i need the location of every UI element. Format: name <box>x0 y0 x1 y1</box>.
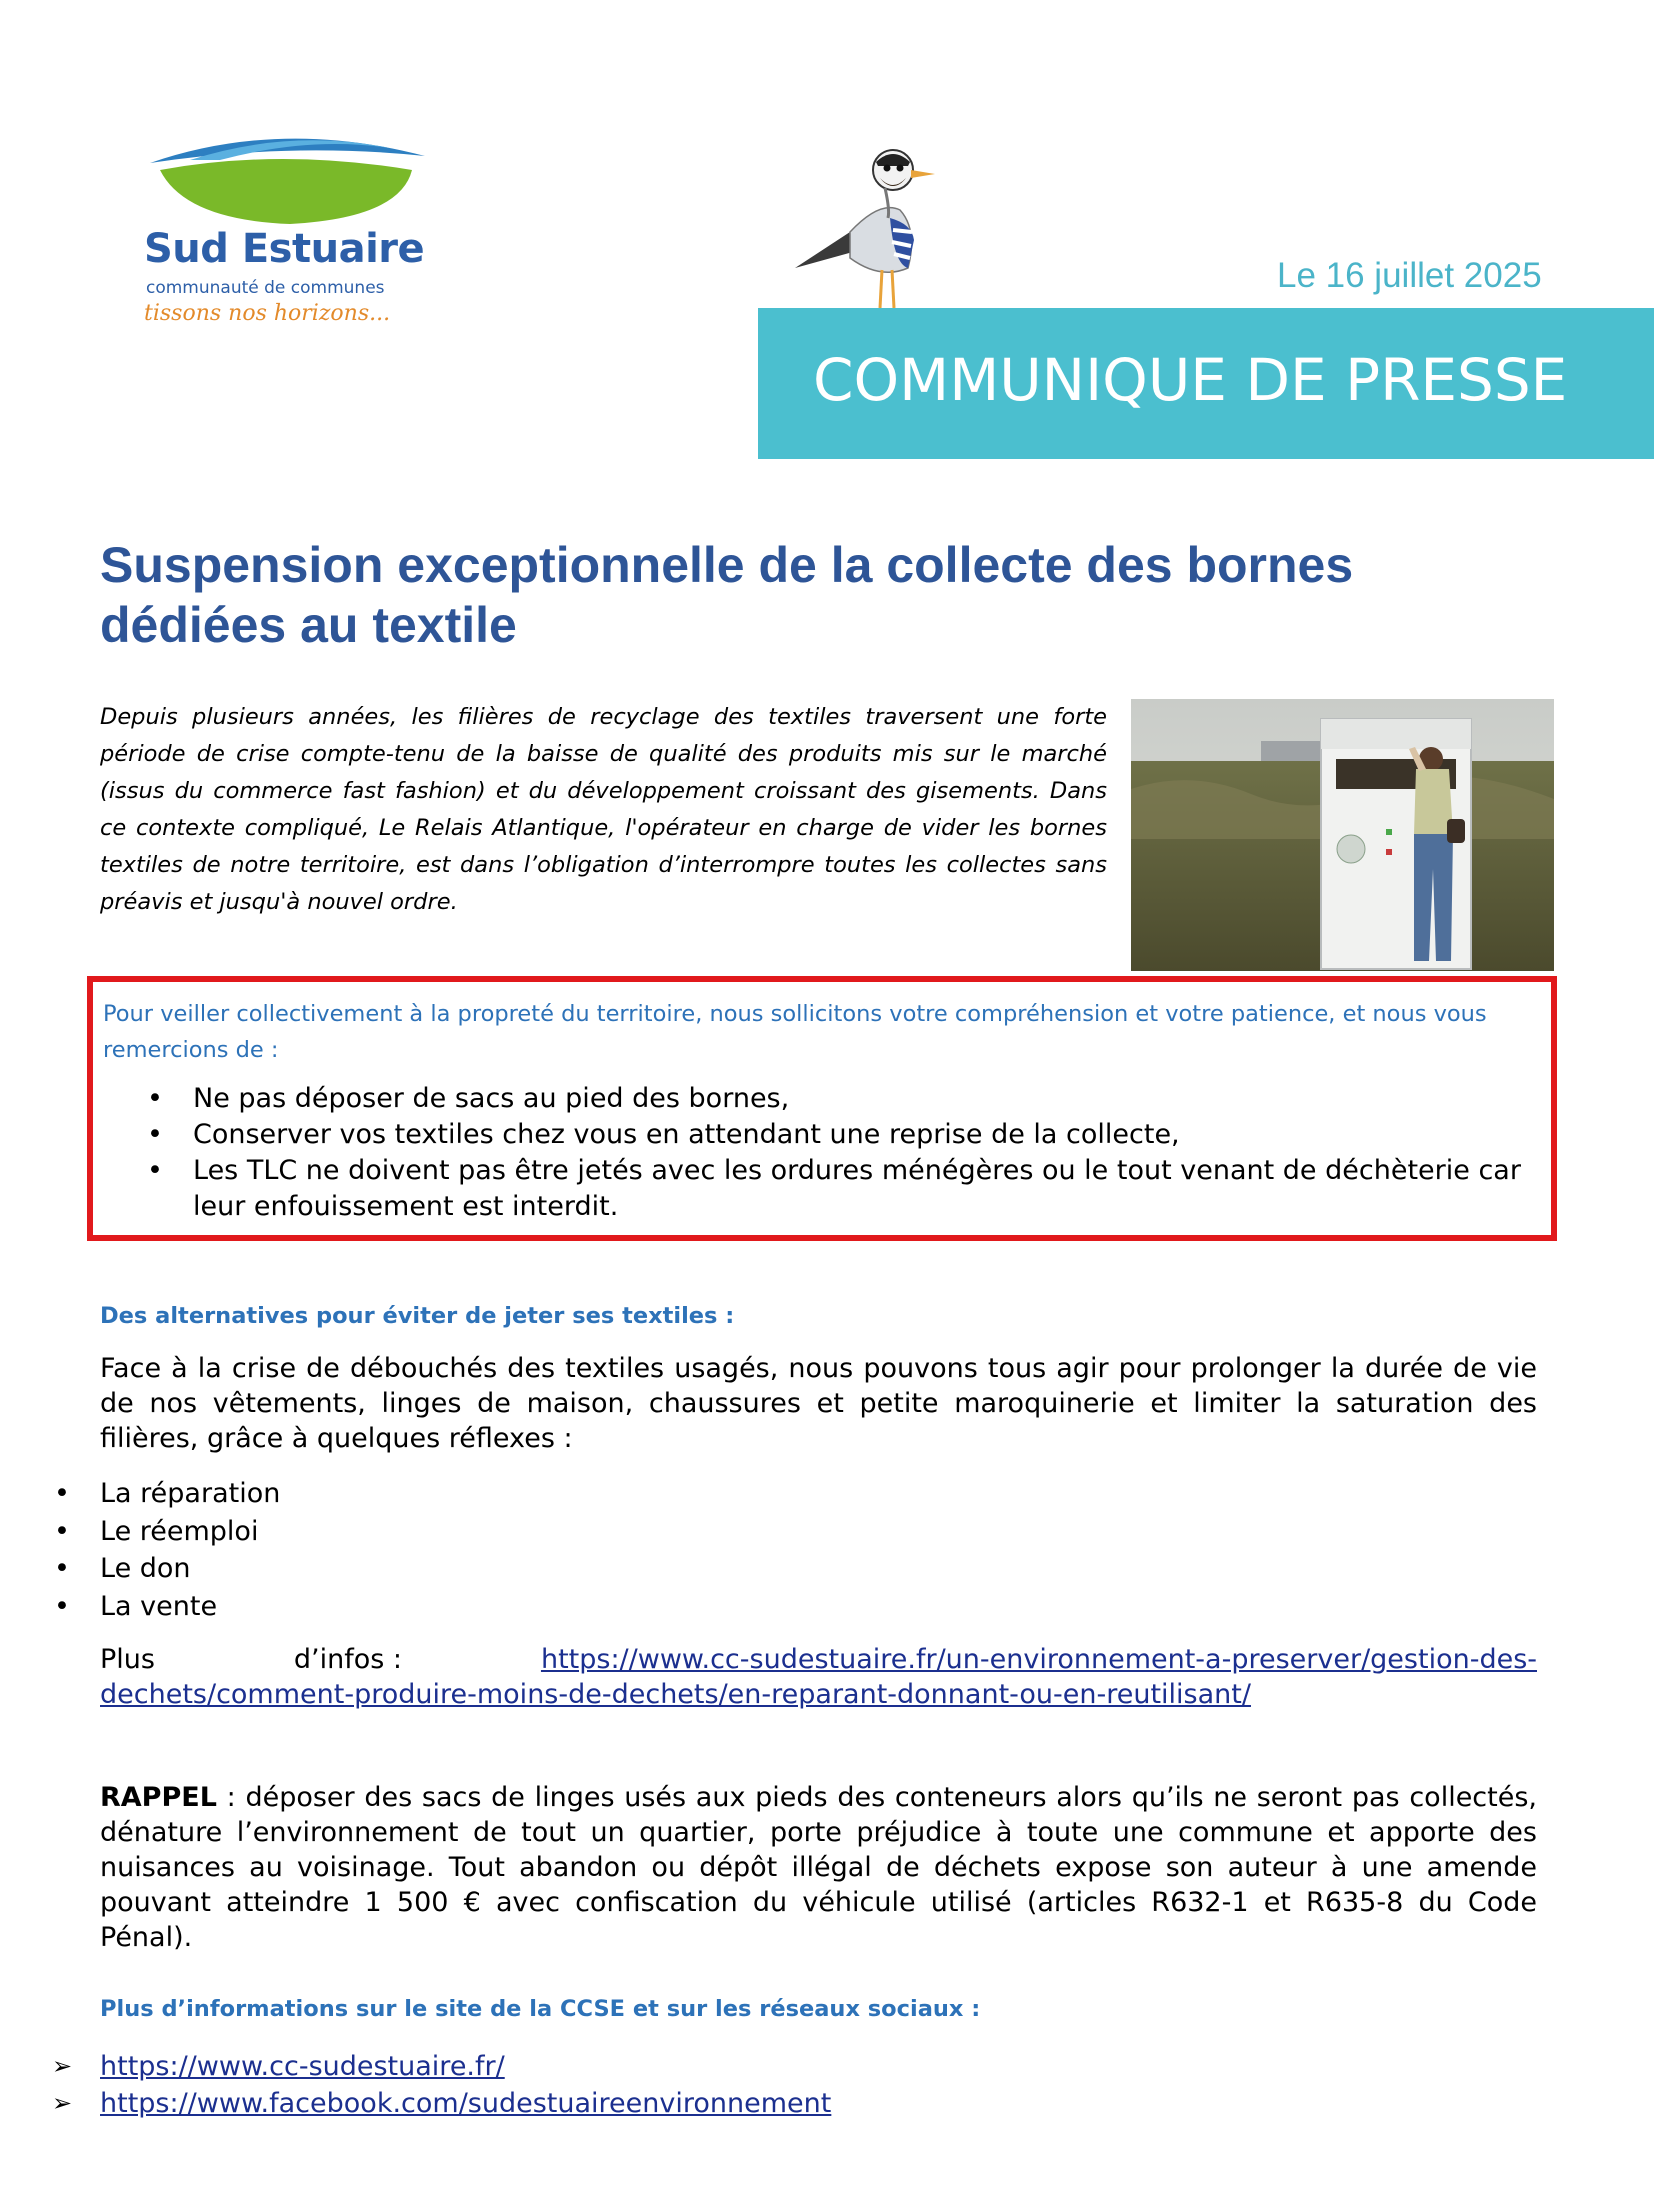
alternatives-paragraph: Face à la crise de débouchés des textiles usagés, nous pouvons tous agir pour prolonger la durée de vie de nos vêtements, linges de maison, chaussures et petite maroquinerie et limiter la saturation des filières, grâce à quelques réflexes : <box>100 1353 1537 1454</box>
notice-list <box>93 1081 1563 1225</box>
list-item <box>0 2048 1000 2085</box>
logo-subtitle: communauté de communes <box>146 278 385 298</box>
sud-estuaire-logo <box>140 108 440 338</box>
list-item: • Le réemploi <box>0 1513 900 1551</box>
website-link[interactable]: https://www.cc-sudestuaire.fr/ <box>100 2051 505 2082</box>
press-release-banner <box>758 308 1654 459</box>
facebook-link[interactable]: https://www.facebook.com/sudestuaireenvironnement <box>100 2088 832 2119</box>
press-date: Le 16 juillet 2025 <box>1277 256 1542 295</box>
seagull-mascot-icon <box>790 140 950 310</box>
more-infos-label-2: d’infos : <box>293 1644 403 1675</box>
logo-landscape-icon <box>140 108 440 228</box>
notice-box <box>87 976 1557 1241</box>
textile-bin-photo <box>1131 699 1554 971</box>
more-info-heading: Plus d’informations sur le site de la CCSE et sur les réseaux sociaux : <box>100 1996 981 2022</box>
social-links-list <box>0 2048 1000 2122</box>
more-infos-link-part-2[interactable]: dechets/comment-produire-moins-de-dechets/en-reparant-donnant-ou-en-reutilisant/ <box>100 1679 1251 1710</box>
reminder-label: RAPPEL <box>100 1782 217 1813</box>
intro-paragraph: Depuis plusieurs années, les filières de recyclage des textiles traversent une forte période de crise compte-tenu de la baisse de qualité des produits mis sur le marché (issus du commerce fast fashion) et du développement croissant des gisements. Dans ce contexte compliqué, Le Relais Atlantique, l'opérateur en charge de vider les bornes textiles de notre territoire, est dans l’obligation d’interrompre toutes les collectes sans préavis et jusqu'à nouvel ordre. <box>100 704 1107 915</box>
list-item: • Le don <box>0 1550 900 1588</box>
more-infos-label: Plus <box>100 1644 155 1675</box>
notice-intro: Pour veiller collectivement à la propreté du territoire, nous sollicitons votre compréhension et votre patience, et nous vous remercions de : <box>103 1001 1487 1063</box>
list-item <box>0 2085 1000 2122</box>
more-infos <box>100 1642 1537 1712</box>
logo-name: Sud Estuaire <box>144 226 425 272</box>
alternatives-list <box>0 1475 900 1625</box>
list-item: • La réparation <box>0 1475 900 1513</box>
list-item: • Ne pas déposer de sacs au pied des bornes, <box>93 1081 1563 1117</box>
reminder-text: : déposer des sacs de linges usés aux pieds des conteneurs alors qu’ils ne seront pas collectés, dénature l’environnement de tout un quartier, porte préjudice à toute une commune et apporte des nuisances au voisinage. Tout abandon ou dépôt illégal de déchets expose son auteur à une amende pouvant atteindre 1 500 € avec confiscation du véhicule utilisé (articles R632-1 et R635-8 du Code Pénal). <box>100 1782 1537 1953</box>
logo-tagline: tissons nos horizons... <box>144 301 391 326</box>
banner-title: COMMUNIQUE DE PRESSE <box>813 346 1568 414</box>
more-infos-line <box>100 1642 1537 1677</box>
list-item: • La vente <box>0 1588 900 1626</box>
reminder-paragraph <box>100 1780 1537 1955</box>
alternatives-heading: Des alternatives pour éviter de jeter ses textiles : <box>100 1303 735 1329</box>
more-infos-link-part-1[interactable]: https://www.cc-sudestuaire.fr/un-environnement-a-preserver/gestion-des- <box>540 1644 1537 1675</box>
page-title: Suspension exceptionnelle de la collecte des bornes dédiées au textile <box>100 537 1354 653</box>
list-item: • Les TLC ne doivent pas être jetés avec les ordures ménégères ou le tout venant de déchèterie car leur enfouissement est interdit. <box>93 1153 1563 1225</box>
list-item: • Conserver vos textiles chez vous en attendant une reprise de la collecte, <box>93 1117 1563 1153</box>
